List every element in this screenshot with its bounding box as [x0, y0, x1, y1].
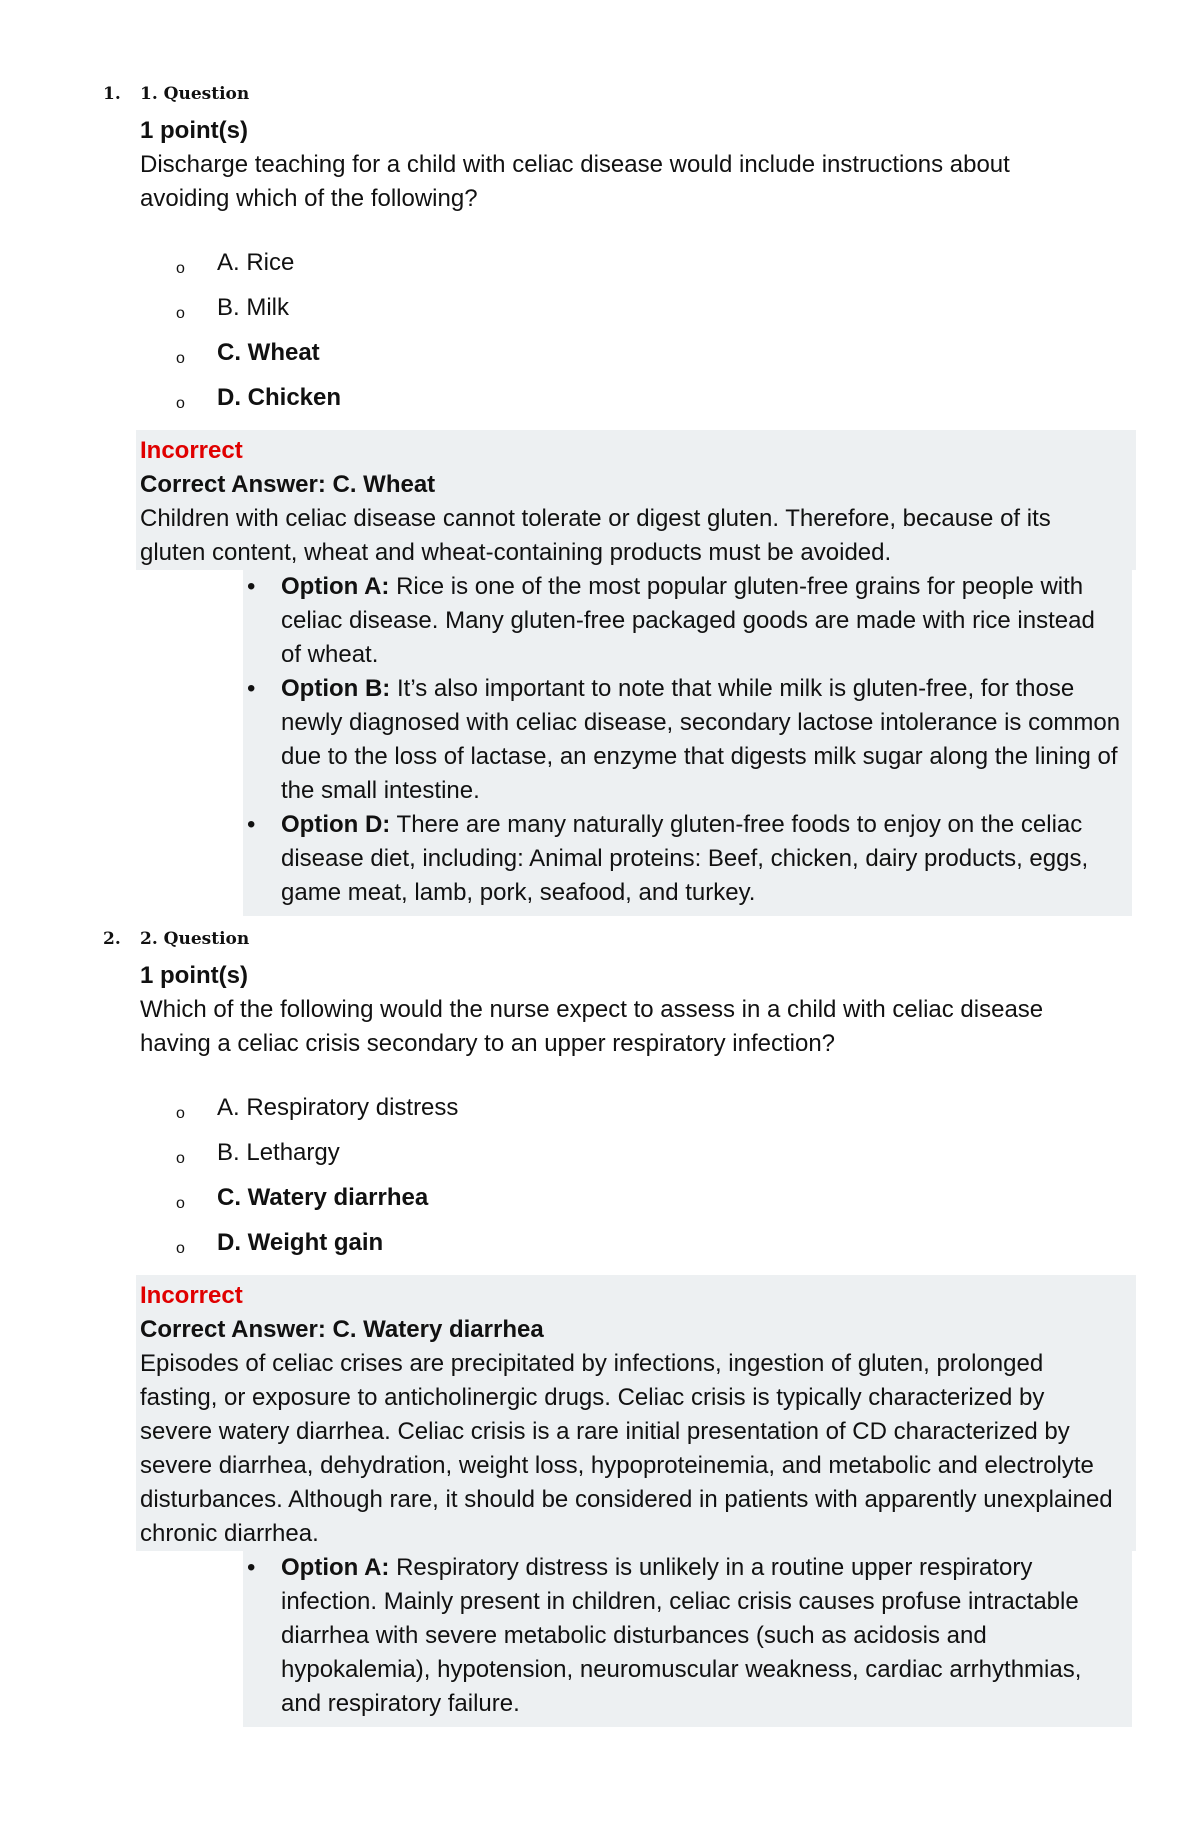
option-label: B. Lethargy: [217, 1139, 340, 1166]
option-bullet-icon: o: [176, 1195, 185, 1212]
option-bullet-icon: o: [176, 305, 185, 322]
result-status: Incorrect: [140, 1282, 243, 1309]
answer-options: [0, 246, 1200, 426]
bullet-icon: •: [247, 1554, 256, 1581]
rationale-item: [243, 570, 1121, 672]
correct-answer: Correct Answer: C. Wheat: [140, 471, 436, 498]
explanation-text: Episodes of celiac crises are precipitated by infections, ingestion of gluten, prolonged fasting, or exposure to anticholinergic drugs. Celiac crisis is typically characterized by severe watery diarrhea. Celiac crisis is a rare initial presentation of CD characterized by severe diarrhea, dehydration, weight loss, hypoproteinemia, and metabolic and electrolyte disturbances. Although rare, it should be considered in patients with apparently unexplained chronic diarrhea.: [140, 1350, 1113, 1547]
rationale-option: Option A:: [281, 573, 390, 600]
answer-option-d[interactable]: [0, 1226, 1200, 1271]
answer-option-a[interactable]: [0, 246, 1200, 291]
answer-option-c[interactable]: [0, 1181, 1200, 1226]
option-bullet-icon: o: [176, 1105, 185, 1122]
rationale-list: [243, 570, 1132, 910]
rationale-item: [243, 808, 1121, 910]
question-title: 2. Question: [140, 929, 250, 949]
option-label: A. Respiratory distress: [217, 1094, 459, 1121]
option-label: D. Chicken: [217, 384, 342, 411]
question-points: 1 point(s): [140, 962, 248, 989]
answer-feedback: [0, 1275, 1200, 1727]
answer-feedback: [0, 430, 1200, 916]
option-bullet-icon: o: [176, 1150, 185, 1167]
question-title: 1. Question: [140, 84, 250, 104]
rationale-item: [243, 672, 1121, 808]
rationale-option: Option A:: [281, 1554, 390, 1581]
option-label: D. Weight gain: [217, 1229, 384, 1256]
option-label: A. Rice: [217, 249, 295, 276]
question-text: Discharge teaching for a child with celiac disease would include instructions about avoiding which of the following?: [140, 151, 1010, 212]
rationale-text: Rice is one of the most popular gluten-free grains for people with celiac disease. Many gluten-free packaged goods are made with rice instead of wheat.: [281, 573, 1095, 668]
question-text: Which of the following would the nurse expect to assess in a child with celiac disease having a celiac crisis secondary to an upper respiratory infection?: [140, 996, 1044, 1057]
answer-option-c[interactable]: [0, 336, 1200, 381]
bullet-icon: •: [247, 811, 256, 838]
rationale-option: Option B:: [281, 675, 391, 702]
feedback-box: [136, 430, 1136, 570]
rationale-text: It’s also important to note that while milk is gluten-free, for those newly diagnosed with celiac disease, secondary lactose intolerance is common due to the loss of lactase, an enzyme that digests milk sugar along the lining of the small intestine.: [281, 675, 1121, 804]
question-2: [0, 925, 1200, 1727]
bullet-icon: •: [247, 573, 256, 600]
explanation-text: Children with celiac disease cannot tolerate or digest gluten. Therefore, because of its gluten content, wheat and wheat-containing products must be avoided.: [140, 505, 1051, 566]
result-status: Incorrect: [140, 437, 243, 464]
option-label: C. Wheat: [217, 339, 320, 366]
option-bullet-icon: o: [176, 395, 185, 412]
bullet-icon: •: [247, 675, 256, 702]
rationale-text: Respiratory distress is unlikely in a routine upper respiratory infection. Mainly present in children, celiac crisis causes profuse intractable diarrhea with severe metabolic disturbances (such as acidosis and hypokalemia), hypotension, neuromuscular weakness, cardiac arrhythmias, and respiratory failure.: [281, 1554, 1082, 1717]
option-bullet-icon: o: [176, 1240, 185, 1257]
question-points: 1 point(s): [140, 117, 248, 144]
rationale-text: There are many naturally gluten-free foods to enjoy on the celiac disease diet, including: Animal proteins: Beef, chicken, dairy products, eggs, game meat, lamb, pork, seafood, and turkey.: [281, 811, 1089, 906]
question-header: [0, 80, 1200, 110]
rationale-option: Option D:: [281, 811, 391, 838]
question-header: [0, 925, 1200, 955]
question-1: [0, 80, 1200, 916]
answer-options: [0, 1091, 1200, 1271]
rationale-item: [243, 1551, 1121, 1721]
rationale-list: [243, 1551, 1132, 1721]
answer-option-b[interactable]: [0, 1136, 1200, 1181]
rationale-box: [243, 570, 1132, 916]
option-label: C. Watery diarrhea: [217, 1184, 429, 1211]
feedback-box: [136, 1275, 1136, 1551]
option-label: B. Milk: [217, 294, 289, 321]
answer-option-a[interactable]: [0, 1091, 1200, 1136]
correct-answer: Correct Answer: C. Watery diarrhea: [140, 1316, 544, 1343]
answer-option-b[interactable]: [0, 291, 1200, 336]
rationale-box: [243, 1551, 1132, 1727]
answer-option-d[interactable]: [0, 381, 1200, 426]
question-number: 1.: [103, 84, 121, 104]
option-bullet-icon: o: [176, 260, 185, 277]
option-bullet-icon: o: [176, 350, 185, 367]
question-number: 2.: [103, 929, 121, 949]
